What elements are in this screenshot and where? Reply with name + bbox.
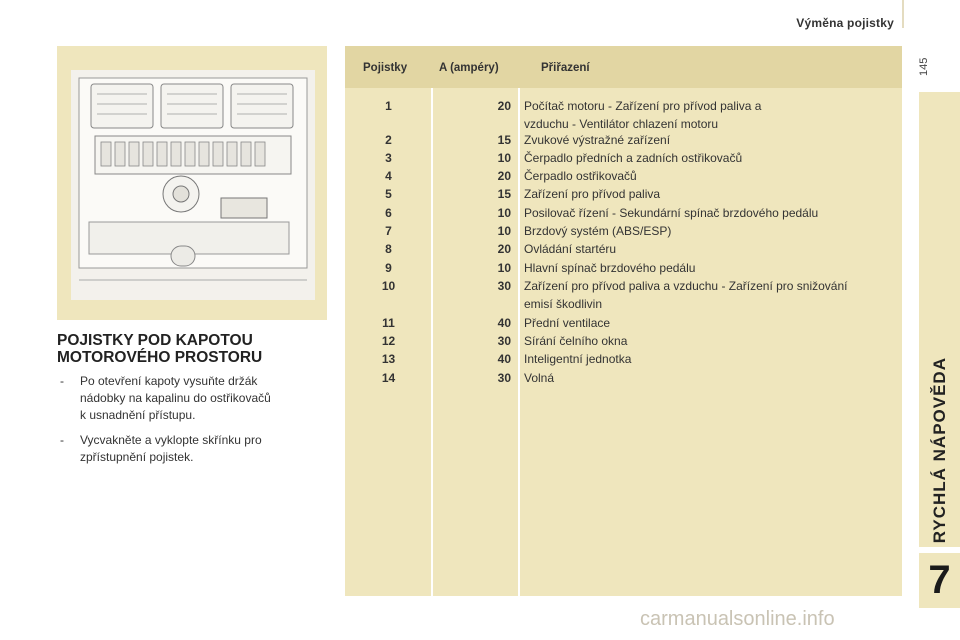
- fuse-amperage: 30: [497, 279, 511, 293]
- fuse-number: 2: [385, 133, 392, 147]
- fuse-amperage: 20: [497, 99, 511, 113]
- instruction-list: [60, 373, 320, 474]
- fuse-amperage: 30: [497, 334, 511, 348]
- fuse-assignment-line: Počítač motoru - Zařízení pro přívod paliva a: [524, 99, 762, 113]
- header-amperes: A (ampéry): [439, 62, 499, 74]
- chapter-number: 7: [919, 553, 960, 608]
- fuse-assignment: Čerpadlo ostřikovačů: [524, 169, 637, 183]
- page-header-title: Výměna pojistky: [796, 16, 894, 30]
- fuse-assignment: Sírání čelního okna: [524, 334, 628, 348]
- page-number: 145: [918, 57, 930, 77]
- fuse-number: 8: [385, 242, 392, 256]
- fuse-number: 13: [381, 352, 396, 366]
- chapter-side-tab-label-wrap: [919, 92, 960, 547]
- section-title-line1: POJISTKY POD KAPOTOU: [57, 332, 253, 349]
- fuse-box-illustration: [71, 70, 315, 300]
- fuse-assignment: Posilovač řízení - Sekundární spínač brzdového pedálu: [524, 206, 819, 220]
- fuse-amperage: 30: [497, 371, 511, 385]
- fuse-assignment: Volná: [524, 371, 555, 385]
- fuse-assignment: Inteligentní jednotka: [524, 352, 632, 366]
- fuse-amperage: 10: [497, 206, 511, 220]
- fuse-amperage: 10: [497, 261, 511, 275]
- fuse-assignment: Brzdový systém (ABS/ESP): [524, 224, 672, 238]
- fuse-assignment: Ovládání startéru: [524, 242, 617, 256]
- fuse-table-header: [345, 46, 902, 88]
- fuse-number: 7: [385, 224, 392, 238]
- fuse-number: 11: [382, 316, 395, 330]
- section-title: [57, 332, 327, 366]
- fuse-number: 4: [385, 169, 392, 183]
- fuse-assignment: Zařízení pro přívod paliva: [524, 187, 661, 201]
- fuse-number: 14: [381, 371, 396, 385]
- fuse-amperage: 10: [497, 224, 511, 238]
- header-assignment: Přiřazení: [541, 62, 590, 74]
- fuse-number: 1: [385, 99, 392, 113]
- chapter-side-tab-label: RYCHLÁ NÁPOVĚDA: [929, 356, 949, 543]
- fuse-amperage: 10: [497, 151, 511, 165]
- fuse-assignment-line: Zařízení pro přívod paliva a vzduchu - Zařízení pro snižování: [524, 279, 848, 293]
- fuse-number: 12: [381, 334, 396, 348]
- fuse-number: 5: [385, 187, 392, 201]
- fuse-number: 6: [385, 206, 392, 220]
- watermark: carmanualsonline.info: [640, 608, 835, 630]
- fuse-amperage: 40: [497, 352, 511, 366]
- fuse-assignment: Zvukové výstražné zařízení: [524, 133, 671, 147]
- fuse-box-photo: [57, 46, 327, 320]
- instruction-line: - Po otevření kapoty vysuňte držák: [80, 374, 258, 388]
- chapter-side-tab: [919, 92, 960, 547]
- fuse-amperage: 15: [497, 133, 511, 147]
- fuse-assignment: [524, 277, 894, 313]
- header-divider: [902, 0, 904, 28]
- fuse-assignment: Hlavní spínač brzdového pedálu: [524, 261, 696, 275]
- instruction-line: k usnadnění přístupu.: [80, 408, 196, 422]
- fuse-number: 10: [381, 279, 396, 293]
- fuse-number: 3: [385, 151, 392, 165]
- fuse-amperage: 40: [497, 316, 511, 330]
- fuse-assignment: [524, 97, 894, 133]
- fuse-amperage: 20: [497, 169, 511, 183]
- fuse-assignment: Čerpadlo předních a zadních ostřikovačů: [524, 151, 743, 165]
- instruction-item: [60, 373, 320, 424]
- fuse-amperage: 20: [497, 242, 511, 256]
- header-fuses: Pojistky: [363, 62, 408, 74]
- fuse-number: 9: [385, 261, 392, 275]
- fuse-amperage: 15: [497, 187, 511, 201]
- fuse-assignment: Přední ventilace: [524, 316, 611, 330]
- fuse-table: [345, 46, 902, 596]
- instruction-item: [60, 432, 320, 466]
- instruction-line: nádobky na kapalinu do ostřikovačů: [80, 391, 271, 405]
- fuse-assignment-line: vzduchu - Ventilátor chlazení motoru: [524, 117, 719, 131]
- instruction-line: - Vycvakněte a vyklopte skřínku pro: [80, 433, 262, 447]
- section-title-line2: MOTOROVÉHO PROSTORU: [57, 349, 263, 366]
- instruction-line: zpřístupnění pojistek.: [80, 450, 194, 464]
- fuse-assignment-line: emisí škodlivin: [524, 297, 603, 311]
